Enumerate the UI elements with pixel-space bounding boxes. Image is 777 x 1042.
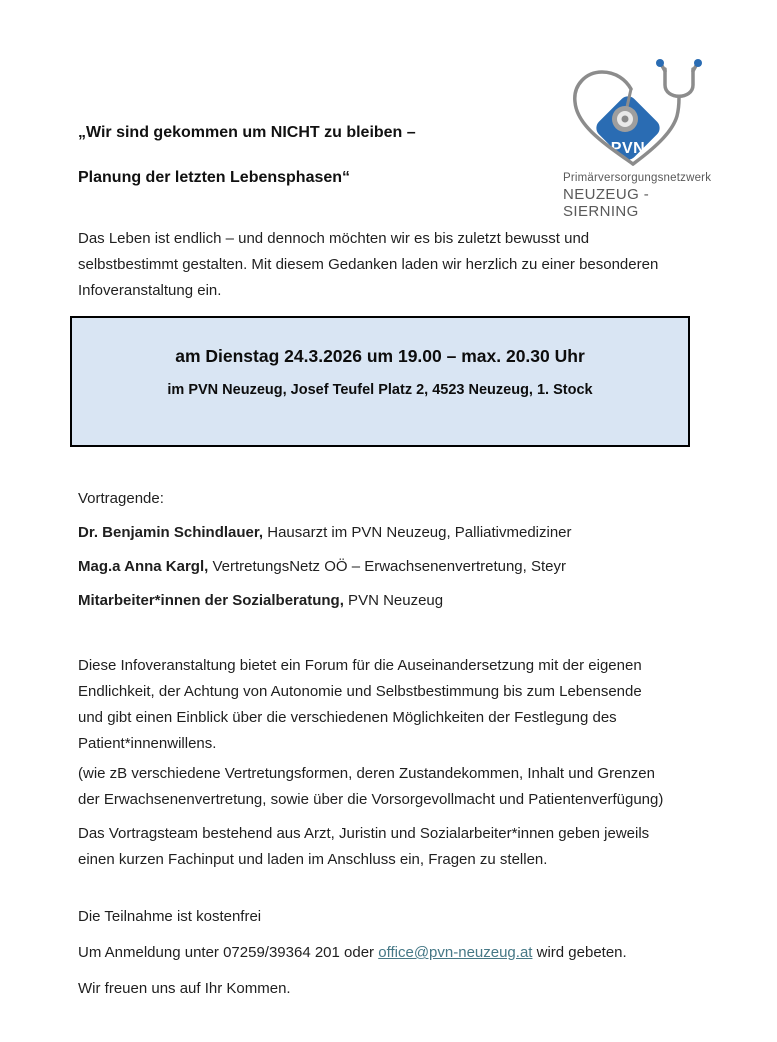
speaker-detail: Hausarzt im PVN Neuzeug, Palliativmediziner [263, 524, 572, 541]
speaker-name: Dr. Benjamin Schindlauer, [78, 524, 264, 541]
title-line-1: „Wir sind gekommen um NICHT zu bleiben – [78, 124, 416, 141]
event-location: im PVN Neuzeug, Josef Teufel Platz 2, 4523 Neuzeug, 1. Stock [167, 382, 593, 398]
registration-prefix: Um Anmeldung unter 07259/39364 201 oder [78, 944, 379, 961]
speaker-item [78, 591, 777, 611]
paragraph-line: und gibt einen Einblick über die verschiedenen Möglichkeiten der Festlegung des [78, 709, 617, 726]
speaker-item [78, 557, 777, 577]
logo-network-label: Primärversorgungsnetzwerk [563, 172, 712, 184]
description-paragraph-3 [78, 821, 777, 873]
speaker-detail: VertretungsNetz OÖ – Erwachsenenvertretung, Steyr [208, 558, 566, 575]
speaker-detail: PVN Neuzeug [343, 592, 444, 609]
paragraph-line: einen kurzen Fachinput und laden im Anschluss ein, Fragen zu stellen. [78, 851, 548, 868]
paragraph-line: Endlichkeit, der Achtung von Autonomie und Selbstbestimmung bis zum Lebensende [78, 683, 642, 700]
intro-line: selbstbestimmt gestalten. Mit diesem Gedanken laden wir herzlich zu einer besonderen [78, 256, 659, 273]
registration-line [78, 943, 777, 963]
speakers-heading: Vortragende: [78, 490, 164, 507]
intro-paragraph [78, 226, 777, 304]
paragraph-line: Das Vortragsteam bestehend aus Arzt, Juristin und Sozialarbeiter*innen geben jeweils [78, 825, 650, 842]
event-datetime: am Dienstag 24.3.2026 um 19.00 – max. 20.30 Uhr [175, 346, 585, 366]
paragraph-line: der Erwachsenenvertretung, sowie über die Vorsorgevollmacht und Patientenverfügung) [78, 791, 664, 808]
pvn-logo [563, 58, 713, 220]
speaker-item [78, 523, 777, 543]
paragraph-line: Diese Infoveranstaltung bietet ein Forum für die Auseinandersetzung mit der eigenen [78, 657, 642, 674]
description-paragraph-2 [78, 761, 777, 813]
paragraph-line: Patient*innenwillens. [78, 735, 217, 752]
event-details-box [70, 316, 690, 447]
speaker-name: Mag.a Anna Kargl, [78, 558, 209, 575]
intro-line: Infoveranstaltung ein. [78, 282, 222, 299]
email-link[interactable]: office@pvn-neuzeug.at [378, 944, 533, 961]
heart-stethoscope-icon [563, 58, 713, 170]
paragraph-line: (wie zB verschiedene Vertretungsformen, deren Zustandekommen, Inhalt und Grenzen [78, 765, 655, 782]
registration-suffix: wird gebeten. [532, 944, 627, 961]
svg-text:PVN: PVN [610, 140, 646, 157]
description-paragraph-1 [78, 653, 777, 757]
closing-line: Wir freuen uns auf Ihr Kommen. [78, 980, 291, 997]
logo-region-label: NEUZEUG - SIERNING [563, 186, 650, 220]
title-line-2: Planung der letzten Lebensphasen“ [78, 169, 351, 186]
intro-line: Das Leben ist endlich – und dennoch möchten wir es bis zuletzt bewusst und [78, 230, 590, 247]
participation-free-line: Die Teilnahme ist kostenfrei [78, 908, 262, 925]
speaker-name: Mitarbeiter*innen der Sozialberatung, [78, 592, 344, 609]
